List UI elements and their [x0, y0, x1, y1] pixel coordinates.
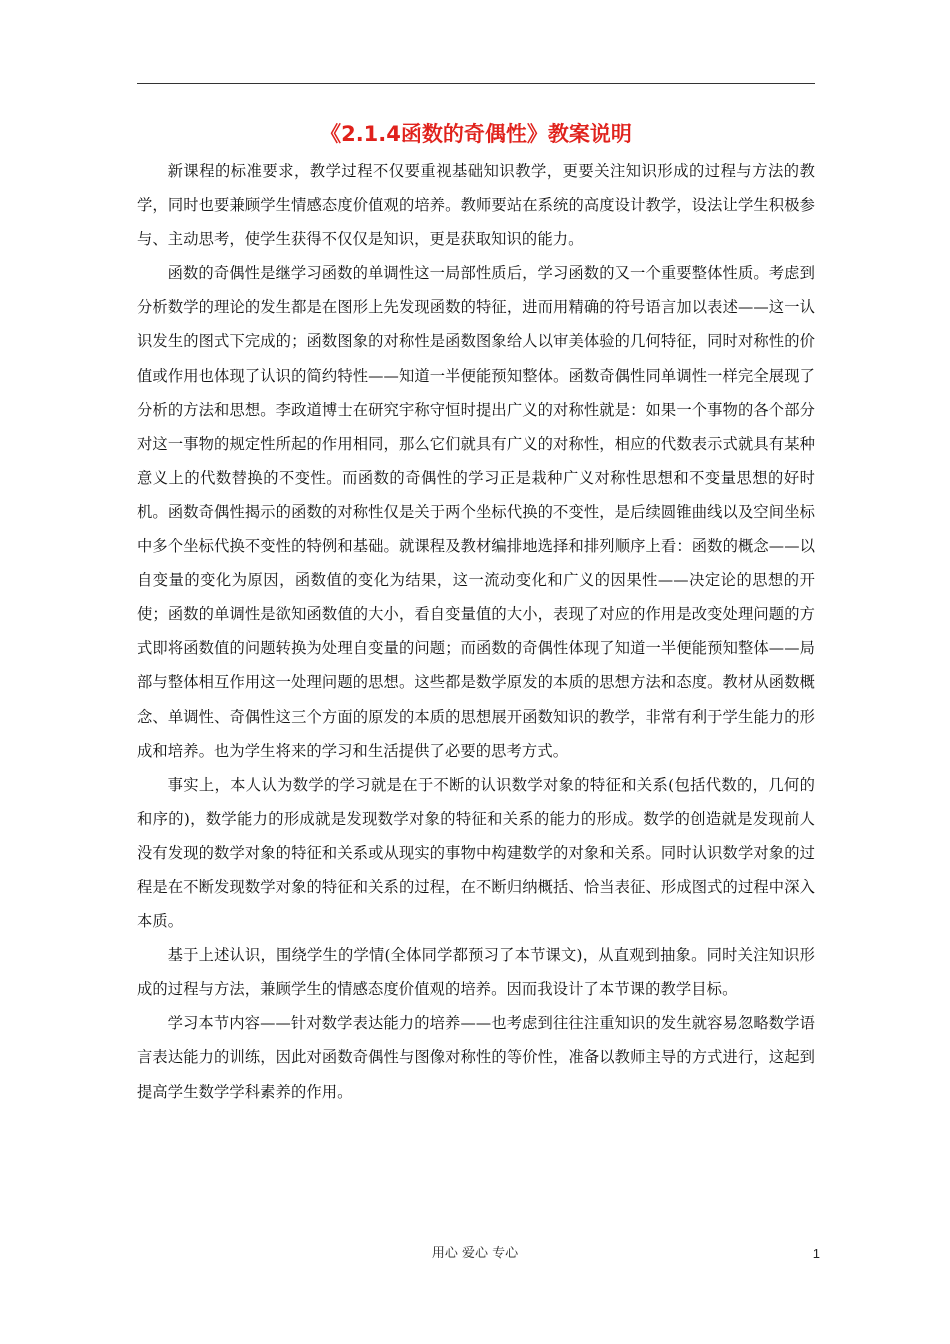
footer-motto: 用心 爱心 专心 [431, 1246, 519, 1261]
paragraph: 函数的奇偶性是继学习函数的单调性这一局部性质后，学习函数的又一个重要整体性质。考虑到分析数学的理论的发生都是在图形上先发现函数的特征，进而用精确的符号语言加以表述——这一认识发生的图式下完成的；函数图象的对称性是函数图象给人以审美体验的几何特征，同时对称性的价值或作用也体现了认识的简约特性——知道一半便能预知整体。函数奇偶性同单调性一样完全展现了分析的方法和思想。李政道博士在研究宇称守恒时提出广义的对称性就是：如果一个事物的各个部分对这一事物的规定性所起的作用相同，那么它们就具有广义的对称性，相应的代数表示式就具有某种意义上的代数替换的不变性。而函数的奇偶性的学习正是栽种广义对称性思想和不变量思想的好时机。函数奇偶性揭示的函数的对称性仅是关于两个坐标代换的不变性，是后续圆锥曲线以及空间坐标中多个坐标代换不变性的特例和基础。就课程及教材编排地选择和排列顺序上看：函数的概念——以自变量的变化为原因，函数值的变化为结果，这一流动变化和广义的因果性——决定论的思想的开使；函数的单调性是欲知函数值的大小，看自变量值的大小，表现了对应的作用是改变处理问题的方式即将函数值的问题转换为处理自变量的问题；而函数的奇偶性体现了知道一半便能预知整体——局部与整体相互作用这一处理问题的思想。这些都是数学原发的本质的思想方法和态度。教材从函数概念、单调性、奇偶性这三个方面的原发的本质的思想展开函数知识的教学，非常有利于学生能力的形成和培养。也为学生将来的学习和生活提供了必要的思考方式。 [137, 264, 815, 760]
paragraph: 学习本节内容——针对数学表达能力的培养——也考虑到往往注重知识的发生就容易忽略数学语言表达能力的训练，因此对函数奇偶性与图像对称性的等价性，准备以教师主导的方式进行，这起到提高学生数学学科素养的作用。 [137, 1014, 815, 1101]
page-number: 1 [812, 1246, 820, 1261]
header-rule [137, 83, 815, 84]
document-body [137, 154, 815, 1109]
paragraph: 新课程的标准要求，教学过程不仅要重视基础知识教学，更要关注知识形成的过程与方法的教学，同时也要兼顾学生情感态度价值观的培养。教师要站在系统的高度设计教学，设法让学生积极参与、主动思考，使学生获得不仅仅是知识，更是获取知识的能力。 [137, 162, 815, 249]
paragraph: 事实上，本人认为数学的学习就是在于不断的认识数学对象的特征和关系(包括代数的，几何的和序的)，数学能力的形成就是发现数学对象的特征和关系的能力的形成。数学的创造就是发现前人没有发现的数学对象的特征和关系或从现实的事物中构建数学的对象和关系。同时认识数学对象的过程是在不断发现数学对象的特征和关系的过程，在不断归纳概括、恰当表征、形成图式的过程中深入本质。 [137, 775, 815, 931]
document-title: 《2.1.4函数的奇偶性》教案说明 [320, 122, 632, 146]
paragraph: 基于上述认识，围绕学生的学情(全体同学都预习了本节课文)，从直观到抽象。同时关注知识形成的过程与方法，兼顾学生的情感态度价值观的培养。因而我设计了本节课的教学目标。 [137, 946, 815, 999]
